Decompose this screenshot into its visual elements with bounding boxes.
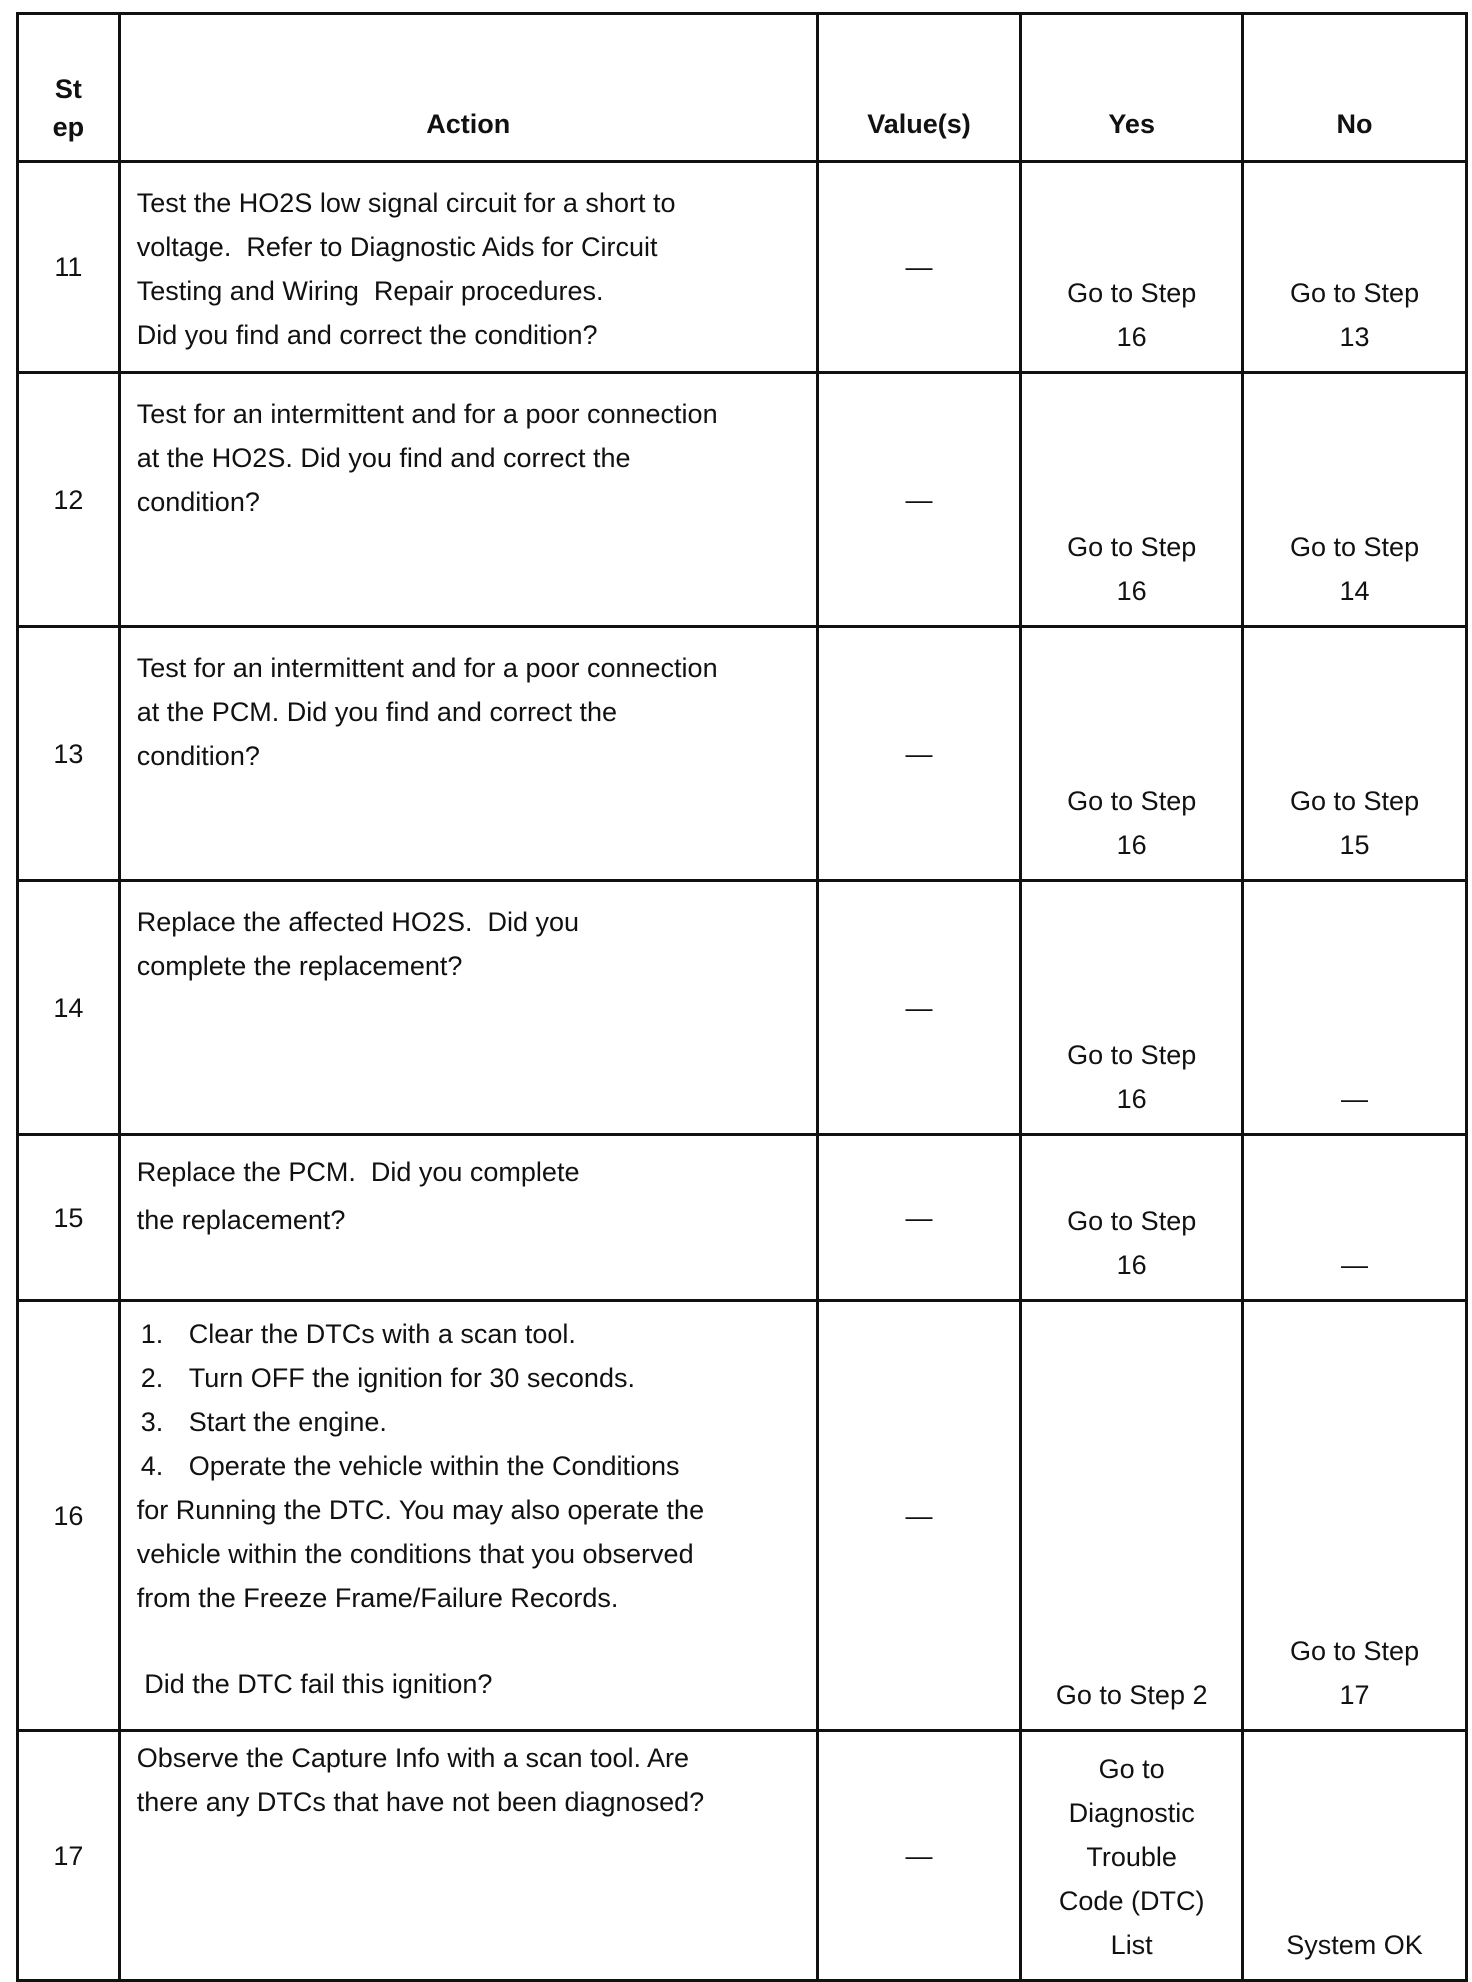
header-no: No xyxy=(1243,14,1467,162)
yes-cell xyxy=(1021,1135,1243,1301)
header-step-line2: ep xyxy=(52,112,85,142)
header-step xyxy=(18,14,120,162)
value-cell: — xyxy=(817,1135,1021,1301)
no-line: — xyxy=(1341,1084,1369,1114)
yes-line: Go to xyxy=(1098,1754,1165,1784)
yes-line: Diagnostic xyxy=(1068,1798,1195,1828)
yes-line: 16 xyxy=(1116,1084,1147,1114)
action-line: condition? xyxy=(136,741,260,771)
no-cell xyxy=(1243,1301,1467,1731)
action-cell xyxy=(119,627,817,881)
table-row-step-16 xyxy=(18,1301,1467,1731)
no-line: Go to Step xyxy=(1290,532,1420,562)
yes-cell xyxy=(1021,1301,1243,1731)
no-cell xyxy=(1243,1731,1467,1981)
action-cell xyxy=(119,1135,817,1301)
diagnostic-steps-table xyxy=(16,12,1468,1982)
action-cell xyxy=(119,1301,817,1731)
action-line: Replace the PCM. Did you complete xyxy=(136,1157,580,1187)
value-cell: — xyxy=(817,881,1021,1135)
table-row-step-15 xyxy=(18,1135,1467,1301)
yes-line: Go to Step 2 xyxy=(1055,1680,1208,1710)
yes-cell xyxy=(1021,162,1243,373)
no-line: Go to Step xyxy=(1290,1636,1420,1666)
list-item-number: 3. xyxy=(140,1407,164,1437)
list-item-text: Clear the DTCs with a scan tool. xyxy=(188,1319,576,1349)
no-line: Go to Step xyxy=(1290,786,1420,816)
action-line: condition? xyxy=(136,487,260,517)
action-cell xyxy=(119,162,817,373)
action-line: Test the HO2S low signal circuit for a short to xyxy=(136,188,676,218)
header-action: Action xyxy=(119,14,817,162)
action-line: from the Freeze Frame/Failure Records. xyxy=(136,1583,619,1613)
no-cell xyxy=(1243,881,1467,1135)
table-row-step-12 xyxy=(18,373,1467,627)
yes-line: 16 xyxy=(1116,576,1147,606)
list-item xyxy=(137,1444,802,1488)
action-cell xyxy=(119,373,817,627)
header-yes: Yes xyxy=(1021,14,1243,162)
list-item-text: Operate the vehicle within the Conditions xyxy=(188,1451,680,1481)
yes-line: List xyxy=(1110,1930,1153,1960)
yes-line: 16 xyxy=(1116,322,1147,352)
list-item-number: 2. xyxy=(140,1363,164,1393)
table-row-step-11 xyxy=(18,162,1467,373)
action-line: voltage. Refer to Diagnostic Aids for Circuit xyxy=(136,232,658,262)
table-row-step-13 xyxy=(18,627,1467,881)
action-line: Testing and Wiring Repair procedures. xyxy=(136,276,604,306)
step-number: 11 xyxy=(18,162,120,373)
header-row xyxy=(18,14,1467,162)
step-number: 17 xyxy=(18,1731,120,1981)
no-cell xyxy=(1243,373,1467,627)
no-line: 17 xyxy=(1339,1680,1370,1710)
list-item xyxy=(137,1312,802,1356)
header-values: Value(s) xyxy=(817,14,1021,162)
no-cell xyxy=(1243,162,1467,373)
yes-line: Trouble xyxy=(1086,1842,1177,1872)
action-line: at the PCM. Did you find and correct the xyxy=(136,697,617,727)
action-line: Did you find and correct the condition? xyxy=(136,320,598,350)
value-cell: — xyxy=(817,162,1021,373)
action-question: Did the DTC fail this ignition? xyxy=(136,1669,493,1699)
diagnostic-table-page xyxy=(16,12,1464,1982)
action-line: Observe the Capture Info with a scan tool. Are xyxy=(136,1743,690,1773)
value-cell: — xyxy=(817,373,1021,627)
step-number: 13 xyxy=(18,627,120,881)
yes-line: Go to Step xyxy=(1067,1040,1197,1070)
yes-line: Go to Step xyxy=(1067,532,1197,562)
action-line: Test for an intermittent and for a poor connection xyxy=(136,653,718,683)
step-number: 15 xyxy=(18,1135,120,1301)
action-line: Replace the affected HO2S. Did you xyxy=(136,907,580,937)
action-line: the replacement? xyxy=(136,1205,346,1235)
value-cell: — xyxy=(817,627,1021,881)
list-item-text: Start the engine. xyxy=(188,1407,387,1437)
value-cell: — xyxy=(817,1731,1021,1981)
action-line: at the HO2S. Did you find and correct the xyxy=(136,443,631,473)
action-steps-list xyxy=(137,1312,802,1488)
yes-line: Go to Step xyxy=(1067,1206,1197,1236)
spacer xyxy=(137,1620,802,1662)
no-line: 15 xyxy=(1339,830,1370,860)
yes-cell xyxy=(1021,1731,1243,1981)
no-cell xyxy=(1243,1135,1467,1301)
action-line: there any DTCs that have not been diagnosed? xyxy=(136,1787,705,1817)
yes-line: Go to Step xyxy=(1067,278,1197,308)
action-cell xyxy=(119,1731,817,1981)
value-cell: — xyxy=(817,1301,1021,1731)
action-line: Test for an intermittent and for a poor connection xyxy=(136,399,718,429)
no-cell xyxy=(1243,627,1467,881)
no-line: — xyxy=(1341,1250,1369,1280)
yes-line: Code (DTC) xyxy=(1058,1886,1205,1916)
yes-line: 16 xyxy=(1116,830,1147,860)
no-line: 13 xyxy=(1339,322,1370,352)
yes-line: 16 xyxy=(1116,1250,1147,1280)
list-item-number: 4. xyxy=(140,1451,164,1481)
list-item xyxy=(137,1356,802,1400)
no-line: Go to Step xyxy=(1290,278,1420,308)
step-number: 16 xyxy=(18,1301,120,1731)
yes-cell xyxy=(1021,881,1243,1135)
yes-line: Go to Step xyxy=(1067,786,1197,816)
action-cell xyxy=(119,881,817,1135)
list-item-number: 1. xyxy=(140,1319,164,1349)
action-line: vehicle within the conditions that you observed xyxy=(136,1539,694,1569)
no-line: System OK xyxy=(1286,1930,1423,1960)
no-line: 14 xyxy=(1339,576,1370,606)
step-number: 12 xyxy=(18,373,120,627)
table-row-step-17 xyxy=(18,1731,1467,1981)
action-line: for Running the DTC. You may also operate the xyxy=(136,1495,705,1525)
header-step-line1: St xyxy=(54,74,82,104)
action-line: complete the replacement? xyxy=(136,951,463,981)
list-item xyxy=(137,1400,802,1444)
yes-cell xyxy=(1021,373,1243,627)
step-number: 14 xyxy=(18,881,120,1135)
yes-cell xyxy=(1021,627,1243,881)
list-item-text: Turn OFF the ignition for 30 seconds. xyxy=(188,1363,635,1393)
table-row-step-14 xyxy=(18,881,1467,1135)
